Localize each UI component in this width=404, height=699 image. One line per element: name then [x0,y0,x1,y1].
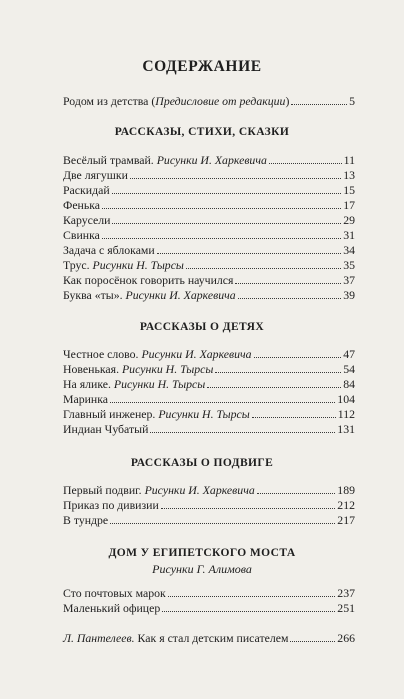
page-number: 131 [337,422,355,436]
dot-leader [254,357,342,358]
entry-title: Раскидай [63,183,110,197]
entry-title: Главный инженер. [63,407,159,421]
dot-leader [112,223,341,224]
dot-leader [291,104,347,105]
page-number: 212 [337,498,355,512]
entry-title: Родом из детства ( [63,94,156,108]
page-number: 54 [343,362,355,376]
entry-text [63,168,128,182]
page-number: 217 [337,513,355,527]
entry-title: Маленький офицер [63,601,161,615]
dot-leader [102,238,341,239]
entry-title: Сто почтовых марок [63,586,166,600]
page-number: 35 [343,258,355,272]
entry-text [63,258,184,272]
dot-leader [157,253,342,254]
toc-entry[interactable] [63,228,355,242]
entry-title: Приказ по дивизии [63,498,159,512]
dot-leader [269,163,342,164]
entry-text [63,288,236,302]
entry-title: В тундре [63,513,109,527]
toc-entry[interactable] [63,513,355,527]
toc-entry[interactable] [63,498,355,512]
page-number: 237 [337,586,355,600]
entry-title: Трус. [63,258,93,272]
toc-entry-preface[interactable] [63,94,355,108]
page-number: 251 [337,601,355,615]
entry-title: Весёлый трамвай. [63,153,157,167]
entry-title: Две лягушки [63,168,128,182]
toc-entry[interactable] [63,586,355,600]
page-number: 29 [343,213,355,227]
entry-illustrator: Л. Пантелеев. [63,631,135,645]
entry-illustrator: Рисунки Н. Тырсы [121,362,214,376]
entry-text [63,198,100,212]
dot-leader [168,596,336,597]
toc-entry[interactable] [63,198,355,212]
toc-entry[interactable] [63,407,355,421]
page-number: 37 [343,273,355,287]
entry-text [63,153,267,167]
toc-entry[interactable] [63,168,355,182]
page-number: 112 [337,407,355,421]
page-number: 5 [349,94,355,108]
section-heading: РАССКАЗЫ, СТИХИ, СКАЗКИ [114,126,290,138]
entry-text [63,631,288,645]
entry-text [63,407,250,421]
section-heading: РАССКАЗЫ О ДЕТЯХ [139,321,265,333]
page-number: 31 [343,228,355,242]
entry-text [63,483,255,497]
page-number: 84 [343,377,355,391]
entry-title: ) [285,94,290,108]
page-number: 11 [343,153,355,167]
toc-entry[interactable] [63,347,355,361]
dot-leader [238,298,342,299]
page-number: 34 [343,243,355,257]
dot-leader [110,402,335,403]
entry-title: Карусели [63,213,111,227]
toc-entry[interactable] [63,153,355,167]
toc-entry[interactable] [63,213,355,227]
entry-text [63,586,166,600]
entry-title: Первый подвиг. [63,483,145,497]
toc-entry-afterword[interactable] [63,631,355,645]
dot-leader [130,178,341,179]
page-title: СОДЕРЖАНИЕ [142,58,262,75]
dot-leader [150,432,335,433]
entry-illustrator: Рисунки Н. Тырсы [92,258,184,272]
entry-title: Буква «ты». [63,288,126,302]
page-number: 189 [337,483,355,497]
section-heading: ДОМ У ЕГИПЕТСКОГО МОСТА [108,547,296,559]
toc-entry[interactable] [63,288,355,302]
dot-leader [235,283,341,284]
toc-entry[interactable] [63,422,355,436]
dot-leader [257,493,336,494]
dot-leader [186,268,341,269]
dot-leader [215,372,341,373]
dot-leader [290,641,335,642]
dot-leader [112,193,342,194]
entry-text [63,347,252,361]
entry-text [63,513,108,527]
section-subheading: Рисунки Г. Алимова [152,562,252,576]
entry-title: Фенька [63,198,101,212]
entry-illustrator: Рисунки И. Харкевича [144,483,255,497]
toc-entry[interactable] [63,377,355,391]
toc-entry[interactable] [63,183,355,197]
entry-illustrator: Рисунки Н. Тырсы [113,377,206,391]
page-number: 47 [343,347,355,361]
entry-illustrator: Рисунки И. Харкевича [125,288,236,302]
entry-title: Честное слово. [63,347,142,361]
entry-illustrator: Рисунки И. Харкевича [156,153,267,167]
dot-leader [102,208,341,209]
page-number: 13 [343,168,355,182]
entry-text [63,601,160,615]
toc-entry[interactable] [63,392,355,406]
entry-text [63,362,213,376]
page-number: 104 [337,392,355,406]
entry-illustrator: Рисунки И. Харкевича [141,347,252,361]
entry-text [63,183,110,197]
toc-entry[interactable] [63,362,355,376]
entry-title: Маринка [63,392,109,406]
page-number: 266 [337,631,355,645]
entry-title: Задача с яблоками [63,243,155,257]
toc-entry[interactable] [63,601,355,615]
entry-text [63,422,148,436]
entry-title: Как поросёнок говорить научился [63,273,234,287]
dot-leader [207,387,341,388]
dot-leader [161,508,336,509]
entry-title: Как я стал детским писателем [134,631,289,645]
entry-title: Индиан Чубатый [63,422,149,436]
entry-title: На ялике. [63,377,114,391]
toc-entry[interactable] [63,273,355,287]
entry-text [63,94,289,108]
entry-illustrator: Рисунки Н. Тырсы [158,407,250,421]
entry-text [63,392,108,406]
page-number: 17 [343,198,355,212]
entry-title: Новенькая. [63,362,122,376]
toc-entry[interactable] [63,483,355,497]
entry-text [63,498,159,512]
dot-leader [252,417,336,418]
entry-title: Свинка [63,228,100,242]
entry-text [63,377,205,391]
entry-text [63,243,155,257]
entry-illustrator: Предисловие от редакции [155,94,286,108]
entry-text [63,213,110,227]
dot-leader [110,523,335,524]
entry-text [63,273,233,287]
entry-text [63,228,100,242]
toc-entry[interactable] [63,243,355,257]
page-number: 39 [343,288,355,302]
page-number: 15 [343,183,355,197]
dot-leader [162,611,335,612]
section-heading: РАССКАЗЫ О ПОДВИГЕ [130,457,274,469]
toc-entry[interactable] [63,258,355,272]
